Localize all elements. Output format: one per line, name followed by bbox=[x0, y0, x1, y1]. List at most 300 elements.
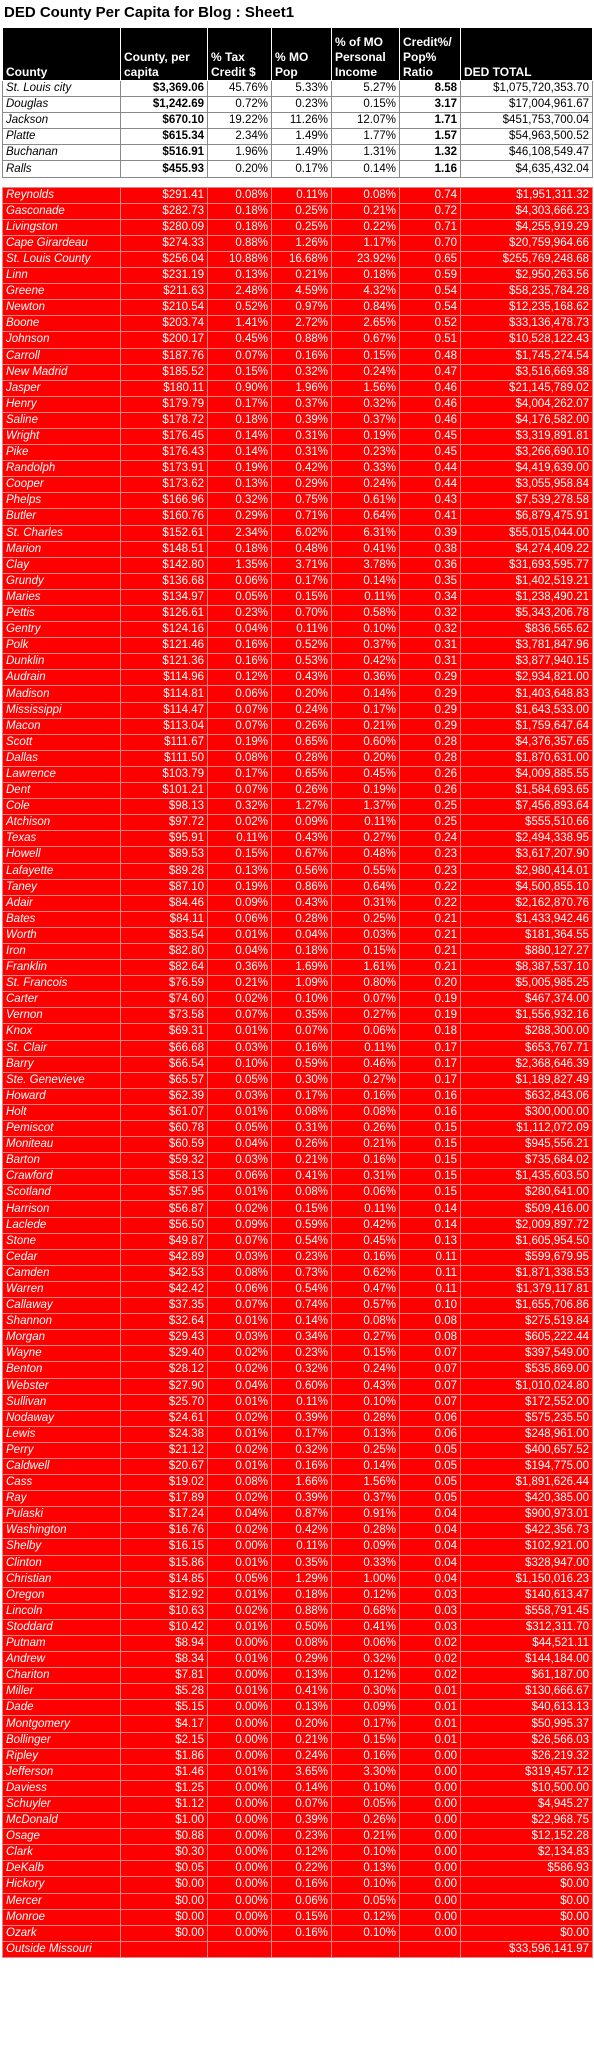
tax-credit-pct-cell[interactable]: 0.08% bbox=[208, 1265, 272, 1281]
tax-credit-pct-cell[interactable]: 0.00% bbox=[208, 1732, 272, 1748]
per-capita-cell[interactable]: $148.51 bbox=[121, 541, 208, 557]
tax-credit-pct-cell[interactable]: 0.17% bbox=[208, 766, 272, 782]
personal-income-pct-cell[interactable]: 0.64% bbox=[332, 509, 400, 525]
per-capita-cell[interactable]: $5.28 bbox=[121, 1684, 208, 1700]
ded-total-cell[interactable]: $102,921.00 bbox=[461, 1539, 593, 1555]
per-capita-cell[interactable]: $32.64 bbox=[121, 1314, 208, 1330]
county-name-cell[interactable]: Jefferson bbox=[3, 1764, 121, 1780]
ratio-cell[interactable]: 0.41 bbox=[400, 509, 461, 525]
mo-pop-pct-cell[interactable]: 0.41% bbox=[272, 1169, 332, 1185]
personal-income-pct-cell[interactable]: 0.41% bbox=[332, 1619, 400, 1635]
mo-pop-pct-cell[interactable]: 0.17% bbox=[272, 573, 332, 589]
ded-total-cell[interactable]: $3,781,847.96 bbox=[461, 638, 593, 654]
ded-total-cell[interactable]: $288,300.00 bbox=[461, 1024, 593, 1040]
tax-credit-pct-cell[interactable]: 0.13% bbox=[208, 477, 272, 493]
ratio-cell[interactable]: 0.05 bbox=[400, 1475, 461, 1491]
mo-pop-pct-cell[interactable]: 0.15% bbox=[272, 1201, 332, 1217]
ratio-cell[interactable]: 0.59 bbox=[400, 268, 461, 284]
ratio-cell[interactable]: 0.00 bbox=[400, 1925, 461, 1941]
personal-income-pct-cell[interactable]: 0.27% bbox=[332, 1330, 400, 1346]
personal-income-pct-cell[interactable]: 0.68% bbox=[332, 1603, 400, 1619]
per-capita-cell[interactable]: $211.63 bbox=[121, 284, 208, 300]
ratio-cell[interactable]: 0.74 bbox=[400, 187, 461, 203]
mo-pop-pct-cell[interactable]: 0.26% bbox=[272, 783, 332, 799]
ratio-cell[interactable]: 0.02 bbox=[400, 1636, 461, 1652]
personal-income-pct-cell[interactable]: 0.06% bbox=[332, 1185, 400, 1201]
ded-total-cell[interactable]: $1,643,533.00 bbox=[461, 702, 593, 718]
county-name-cell[interactable]: Clinton bbox=[3, 1555, 121, 1571]
personal-income-pct-cell[interactable]: 0.32% bbox=[332, 1652, 400, 1668]
personal-income-pct-cell[interactable]: 0.06% bbox=[332, 1636, 400, 1652]
ratio-cell[interactable]: 0.35 bbox=[400, 573, 461, 589]
per-capita-cell[interactable]: $83.54 bbox=[121, 927, 208, 943]
mo-pop-pct-cell[interactable]: 0.34% bbox=[272, 1330, 332, 1346]
county-name-cell[interactable]: Butler bbox=[3, 509, 121, 525]
per-capita-cell[interactable]: $280.09 bbox=[121, 219, 208, 235]
ratio-cell[interactable]: 0.17 bbox=[400, 1040, 461, 1056]
ded-total-cell[interactable]: $653,767.71 bbox=[461, 1040, 593, 1056]
ded-total-cell[interactable]: $4,500,855.10 bbox=[461, 879, 593, 895]
ratio-cell[interactable]: 0.52 bbox=[400, 316, 461, 332]
per-capita-cell[interactable]: $84.46 bbox=[121, 895, 208, 911]
tax-credit-pct-cell[interactable]: 0.36% bbox=[208, 960, 272, 976]
mo-pop-pct-cell[interactable]: 0.56% bbox=[272, 863, 332, 879]
county-name-cell[interactable]: Pike bbox=[3, 445, 121, 461]
ded-total-cell[interactable]: $26,566.03 bbox=[461, 1732, 593, 1748]
ratio-cell[interactable]: 0.01 bbox=[400, 1700, 461, 1716]
personal-income-pct-cell[interactable]: 0.23% bbox=[332, 445, 400, 461]
per-capita-cell[interactable]: $82.80 bbox=[121, 943, 208, 959]
county-name-cell[interactable]: Osage bbox=[3, 1829, 121, 1845]
tax-credit-pct-cell[interactable]: 0.01% bbox=[208, 1652, 272, 1668]
ratio-cell[interactable]: 0.01 bbox=[400, 1732, 461, 1748]
tax-credit-pct-cell[interactable]: 0.90% bbox=[208, 380, 272, 396]
column-header-ded-total[interactable]: DED TOTAL bbox=[461, 28, 593, 81]
ratio-cell[interactable]: 0.03 bbox=[400, 1587, 461, 1603]
personal-income-pct-cell[interactable]: 0.36% bbox=[332, 670, 400, 686]
county-name-cell[interactable]: Clay bbox=[3, 557, 121, 573]
tax-credit-pct-cell[interactable]: 0.02% bbox=[208, 992, 272, 1008]
ded-total-cell[interactable]: $735,684.02 bbox=[461, 1153, 593, 1169]
personal-income-pct-cell[interactable]: 1.77% bbox=[332, 129, 400, 145]
ded-total-cell[interactable]: $4,945.27 bbox=[461, 1796, 593, 1812]
tax-credit-pct-cell[interactable]: 0.06% bbox=[208, 1281, 272, 1297]
personal-income-pct-cell[interactable]: 3.30% bbox=[332, 1764, 400, 1780]
mo-pop-pct-cell[interactable]: 0.31% bbox=[272, 445, 332, 461]
county-name-cell[interactable]: Perry bbox=[3, 1442, 121, 1458]
ratio-cell[interactable]: 1.16 bbox=[400, 161, 461, 177]
ded-total-cell[interactable]: $1,605,954.50 bbox=[461, 1233, 593, 1249]
mo-pop-pct-cell[interactable]: 0.23% bbox=[272, 1829, 332, 1845]
ratio-cell[interactable]: 0.01 bbox=[400, 1716, 461, 1732]
ratio-cell[interactable]: 0.04 bbox=[400, 1539, 461, 1555]
ded-total-cell[interactable]: $1,759,647.64 bbox=[461, 718, 593, 734]
per-capita-cell[interactable]: $670.10 bbox=[121, 113, 208, 129]
personal-income-pct-cell[interactable]: 4.32% bbox=[332, 284, 400, 300]
ded-total-cell[interactable]: $2,162,870.76 bbox=[461, 895, 593, 911]
mo-pop-pct-cell[interactable]: 1.26% bbox=[272, 235, 332, 251]
personal-income-pct-cell[interactable]: 0.42% bbox=[332, 1217, 400, 1233]
county-name-cell[interactable]: Sullivan bbox=[3, 1394, 121, 1410]
mo-pop-pct-cell[interactable]: 0.39% bbox=[272, 412, 332, 428]
county-name-cell[interactable]: Chariton bbox=[3, 1668, 121, 1684]
ded-total-cell[interactable]: $2,368,646.39 bbox=[461, 1056, 593, 1072]
mo-pop-pct-cell[interactable]: 0.07% bbox=[272, 1796, 332, 1812]
tax-credit-pct-cell[interactable]: 0.00% bbox=[208, 1893, 272, 1909]
mo-pop-pct-cell[interactable]: 0.15% bbox=[272, 589, 332, 605]
ded-total-cell[interactable]: $467,374.00 bbox=[461, 992, 593, 1008]
ratio-cell[interactable]: 0.04 bbox=[400, 1555, 461, 1571]
per-capita-cell[interactable]: $60.59 bbox=[121, 1137, 208, 1153]
mo-pop-pct-cell[interactable]: 0.32% bbox=[272, 1442, 332, 1458]
county-name-cell[interactable]: Cole bbox=[3, 799, 121, 815]
mo-pop-pct-cell[interactable]: 0.20% bbox=[272, 1716, 332, 1732]
county-name-cell[interactable]: Phelps bbox=[3, 493, 121, 509]
per-capita-cell[interactable]: $56.50 bbox=[121, 1217, 208, 1233]
per-capita-cell[interactable]: $69.31 bbox=[121, 1024, 208, 1040]
personal-income-pct-cell[interactable]: 0.13% bbox=[332, 1861, 400, 1877]
ratio-cell[interactable]: 0.19 bbox=[400, 1008, 461, 1024]
tax-credit-pct-cell[interactable]: 0.19% bbox=[208, 734, 272, 750]
ded-total-cell[interactable]: $181,364.55 bbox=[461, 927, 593, 943]
tax-credit-pct-cell[interactable]: 0.12% bbox=[208, 670, 272, 686]
ded-total-cell[interactable]: $1,403,648.83 bbox=[461, 686, 593, 702]
county-name-cell[interactable]: Howell bbox=[3, 847, 121, 863]
personal-income-pct-cell[interactable]: 0.37% bbox=[332, 412, 400, 428]
tax-credit-pct-cell[interactable]: 0.03% bbox=[208, 1153, 272, 1169]
tax-credit-pct-cell[interactable]: 1.96% bbox=[208, 145, 272, 161]
per-capita-cell[interactable]: $28.12 bbox=[121, 1362, 208, 1378]
tax-credit-pct-cell[interactable]: 0.00% bbox=[208, 1748, 272, 1764]
tax-credit-pct-cell[interactable]: 0.07% bbox=[208, 1233, 272, 1249]
ded-total-cell[interactable]: $880,127.27 bbox=[461, 943, 593, 959]
per-capita-cell[interactable]: $176.43 bbox=[121, 445, 208, 461]
ratio-cell[interactable]: 0.39 bbox=[400, 525, 461, 541]
personal-income-pct-cell[interactable]: 0.48% bbox=[332, 847, 400, 863]
personal-income-pct-cell[interactable]: 0.20% bbox=[332, 750, 400, 766]
mo-pop-pct-cell[interactable] bbox=[272, 1941, 332, 1957]
per-capita-cell[interactable]: $200.17 bbox=[121, 332, 208, 348]
county-name-cell[interactable]: Johnson bbox=[3, 332, 121, 348]
tax-credit-pct-cell[interactable]: 0.06% bbox=[208, 686, 272, 702]
ded-total-cell[interactable]: $3,266,690.10 bbox=[461, 445, 593, 461]
tax-credit-pct-cell[interactable]: 0.01% bbox=[208, 1619, 272, 1635]
tax-credit-pct-cell[interactable]: 0.04% bbox=[208, 943, 272, 959]
mo-pop-pct-cell[interactable]: 0.39% bbox=[272, 1813, 332, 1829]
tax-credit-pct-cell[interactable]: 0.00% bbox=[208, 1796, 272, 1812]
county-name-cell[interactable]: Madison bbox=[3, 686, 121, 702]
personal-income-pct-cell[interactable]: 0.28% bbox=[332, 1523, 400, 1539]
mo-pop-pct-cell[interactable]: 0.48% bbox=[272, 541, 332, 557]
per-capita-cell[interactable]: $17.24 bbox=[121, 1507, 208, 1523]
county-name-cell[interactable]: Worth bbox=[3, 927, 121, 943]
per-capita-cell[interactable]: $24.38 bbox=[121, 1426, 208, 1442]
personal-income-pct-cell[interactable]: 1.31% bbox=[332, 145, 400, 161]
personal-income-pct-cell[interactable]: 0.11% bbox=[332, 1201, 400, 1217]
personal-income-pct-cell[interactable]: 0.10% bbox=[332, 1780, 400, 1796]
mo-pop-pct-cell[interactable]: 0.31% bbox=[272, 1121, 332, 1137]
tax-credit-pct-cell[interactable]: 0.14% bbox=[208, 428, 272, 444]
ratio-cell[interactable]: 0.16 bbox=[400, 1104, 461, 1120]
personal-income-pct-cell[interactable]: 0.05% bbox=[332, 1893, 400, 1909]
county-name-cell[interactable]: Wright bbox=[3, 428, 121, 444]
ded-total-cell[interactable]: $172,552.00 bbox=[461, 1394, 593, 1410]
personal-income-pct-cell[interactable]: 1.56% bbox=[332, 1475, 400, 1491]
tax-credit-pct-cell[interactable]: 0.00% bbox=[208, 1780, 272, 1796]
personal-income-pct-cell[interactable]: 0.61% bbox=[332, 493, 400, 509]
personal-income-pct-cell[interactable]: 1.37% bbox=[332, 799, 400, 815]
county-name-cell[interactable]: Camden bbox=[3, 1265, 121, 1281]
ded-total-cell[interactable]: $420,385.00 bbox=[461, 1491, 593, 1507]
ratio-cell[interactable]: 1.32 bbox=[400, 145, 461, 161]
per-capita-cell[interactable]: $114.81 bbox=[121, 686, 208, 702]
ded-total-cell[interactable]: $1,402,519.21 bbox=[461, 573, 593, 589]
mo-pop-pct-cell[interactable]: 0.39% bbox=[272, 1410, 332, 1426]
ratio-cell[interactable]: 3.17 bbox=[400, 97, 461, 113]
personal-income-pct-cell[interactable]: 0.27% bbox=[332, 831, 400, 847]
personal-income-pct-cell[interactable]: 0.27% bbox=[332, 1072, 400, 1088]
per-capita-cell[interactable]: $126.61 bbox=[121, 606, 208, 622]
tax-credit-pct-cell[interactable]: 0.05% bbox=[208, 1072, 272, 1088]
county-name-cell[interactable]: Scotland bbox=[3, 1185, 121, 1201]
ded-total-cell[interactable]: $44,521.11 bbox=[461, 1636, 593, 1652]
personal-income-pct-cell[interactable]: 1.61% bbox=[332, 960, 400, 976]
ded-total-cell[interactable]: $7,539,278.58 bbox=[461, 493, 593, 509]
per-capita-cell[interactable]: $10.63 bbox=[121, 1603, 208, 1619]
county-name-cell[interactable]: Clark bbox=[3, 1845, 121, 1861]
mo-pop-pct-cell[interactable]: 0.10% bbox=[272, 992, 332, 1008]
personal-income-pct-cell[interactable]: 1.56% bbox=[332, 380, 400, 396]
ded-total-cell[interactable]: $33,596,141.97 bbox=[461, 1941, 593, 1957]
mo-pop-pct-cell[interactable]: 0.21% bbox=[272, 1732, 332, 1748]
county-name-cell[interactable]: Newton bbox=[3, 300, 121, 316]
mo-pop-pct-cell[interactable]: 0.18% bbox=[272, 943, 332, 959]
per-capita-cell[interactable]: $98.13 bbox=[121, 799, 208, 815]
mo-pop-pct-cell[interactable]: 0.65% bbox=[272, 766, 332, 782]
ded-total-cell[interactable]: $1,556,932.16 bbox=[461, 1008, 593, 1024]
personal-income-pct-cell[interactable]: 0.12% bbox=[332, 1668, 400, 1684]
per-capita-cell[interactable]: $57.95 bbox=[121, 1185, 208, 1201]
tax-credit-pct-cell[interactable]: 0.02% bbox=[208, 1523, 272, 1539]
ratio-cell[interactable]: 0.26 bbox=[400, 766, 461, 782]
tax-credit-pct-cell[interactable]: 0.01% bbox=[208, 1185, 272, 1201]
tax-credit-pct-cell[interactable]: 0.02% bbox=[208, 1362, 272, 1378]
ratio-cell[interactable]: 0.07 bbox=[400, 1394, 461, 1410]
tax-credit-pct-cell[interactable]: 0.00% bbox=[208, 1829, 272, 1845]
per-capita-cell[interactable]: $3,369.06 bbox=[121, 81, 208, 97]
personal-income-pct-cell[interactable]: 0.11% bbox=[332, 589, 400, 605]
per-capita-cell[interactable]: $62.39 bbox=[121, 1088, 208, 1104]
personal-income-pct-cell[interactable]: 0.14% bbox=[332, 161, 400, 177]
per-capita-cell[interactable]: $101.21 bbox=[121, 783, 208, 799]
ratio-cell[interactable]: 0.07 bbox=[400, 1346, 461, 1362]
ratio-cell[interactable]: 0.36 bbox=[400, 557, 461, 573]
ded-total-cell[interactable]: $4,009,885.55 bbox=[461, 766, 593, 782]
per-capita-cell[interactable]: $25.70 bbox=[121, 1394, 208, 1410]
mo-pop-pct-cell[interactable]: 0.54% bbox=[272, 1281, 332, 1297]
tax-credit-pct-cell[interactable]: 0.05% bbox=[208, 589, 272, 605]
personal-income-pct-cell[interactable]: 0.09% bbox=[332, 1700, 400, 1716]
county-name-cell[interactable]: Carter bbox=[3, 992, 121, 1008]
ratio-cell[interactable]: 0.05 bbox=[400, 1442, 461, 1458]
county-name-cell[interactable]: Wayne bbox=[3, 1346, 121, 1362]
personal-income-pct-cell[interactable]: 0.45% bbox=[332, 766, 400, 782]
county-name-cell[interactable]: Ripley bbox=[3, 1748, 121, 1764]
ded-total-cell[interactable]: $275,519.84 bbox=[461, 1314, 593, 1330]
mo-pop-pct-cell[interactable]: 0.14% bbox=[272, 1780, 332, 1796]
county-name-cell[interactable]: Miller bbox=[3, 1684, 121, 1700]
per-capita-cell[interactable]: $185.52 bbox=[121, 364, 208, 380]
ratio-cell[interactable]: 0.23 bbox=[400, 847, 461, 863]
mo-pop-pct-cell[interactable]: 0.86% bbox=[272, 879, 332, 895]
tax-credit-pct-cell[interactable]: 0.01% bbox=[208, 1587, 272, 1603]
mo-pop-pct-cell[interactable]: 0.23% bbox=[272, 1249, 332, 1265]
ded-total-cell[interactable]: $1,238,490.21 bbox=[461, 589, 593, 605]
ded-total-cell[interactable]: $7,456,893.64 bbox=[461, 799, 593, 815]
personal-income-pct-cell[interactable]: 0.47% bbox=[332, 1281, 400, 1297]
mo-pop-pct-cell[interactable]: 0.21% bbox=[272, 268, 332, 284]
ratio-cell[interactable]: 0.16 bbox=[400, 1088, 461, 1104]
ratio-cell[interactable]: 0.03 bbox=[400, 1619, 461, 1635]
mo-pop-pct-cell[interactable]: 0.11% bbox=[272, 187, 332, 203]
personal-income-pct-cell[interactable]: 0.16% bbox=[332, 1748, 400, 1764]
county-name-cell[interactable]: Warren bbox=[3, 1281, 121, 1297]
ded-total-cell[interactable]: $945,556.21 bbox=[461, 1137, 593, 1153]
mo-pop-pct-cell[interactable]: 0.26% bbox=[272, 718, 332, 734]
county-name-cell[interactable]: Vernon bbox=[3, 1008, 121, 1024]
tax-credit-pct-cell[interactable]: 0.15% bbox=[208, 847, 272, 863]
ratio-cell[interactable]: 0.14 bbox=[400, 1217, 461, 1233]
ded-total-cell[interactable]: $509,416.00 bbox=[461, 1201, 593, 1217]
per-capita-cell[interactable]: $210.54 bbox=[121, 300, 208, 316]
ded-total-cell[interactable]: $328,947.00 bbox=[461, 1555, 593, 1571]
mo-pop-pct-cell[interactable]: 0.70% bbox=[272, 606, 332, 622]
per-capita-cell[interactable]: $455.93 bbox=[121, 161, 208, 177]
ratio-cell[interactable]: 0.65 bbox=[400, 251, 461, 267]
mo-pop-pct-cell[interactable]: 0.18% bbox=[272, 1587, 332, 1603]
ratio-cell[interactable]: 0.15 bbox=[400, 1121, 461, 1137]
per-capita-cell[interactable]: $121.46 bbox=[121, 638, 208, 654]
per-capita-cell[interactable]: $231.19 bbox=[121, 268, 208, 284]
ded-total-cell[interactable]: $2,950,263.56 bbox=[461, 268, 593, 284]
per-capita-cell[interactable]: $0.00 bbox=[121, 1909, 208, 1925]
ratio-cell[interactable]: 0.07 bbox=[400, 1362, 461, 1378]
county-name-cell[interactable]: Hickory bbox=[3, 1877, 121, 1893]
ratio-cell[interactable]: 0.31 bbox=[400, 654, 461, 670]
personal-income-pct-cell[interactable]: 0.11% bbox=[332, 815, 400, 831]
tax-credit-pct-cell[interactable]: 0.01% bbox=[208, 1764, 272, 1780]
county-name-cell[interactable]: Benton bbox=[3, 1362, 121, 1378]
mo-pop-pct-cell[interactable]: 0.11% bbox=[272, 1539, 332, 1555]
mo-pop-pct-cell[interactable]: 0.60% bbox=[272, 1378, 332, 1394]
tax-credit-pct-cell[interactable]: 0.32% bbox=[208, 493, 272, 509]
ratio-cell[interactable]: 0.01 bbox=[400, 1684, 461, 1700]
ded-total-cell[interactable]: $0.00 bbox=[461, 1877, 593, 1893]
tax-credit-pct-cell[interactable]: 0.11% bbox=[208, 831, 272, 847]
mo-pop-pct-cell[interactable]: 0.88% bbox=[272, 332, 332, 348]
county-name-cell[interactable]: St. Francois bbox=[3, 976, 121, 992]
tax-credit-pct-cell[interactable]: 0.21% bbox=[208, 976, 272, 992]
ratio-cell[interactable]: 0.46 bbox=[400, 396, 461, 412]
mo-pop-pct-cell[interactable]: 0.29% bbox=[272, 477, 332, 493]
county-name-cell[interactable]: Oregon bbox=[3, 1587, 121, 1603]
mo-pop-pct-cell[interactable]: 0.28% bbox=[272, 911, 332, 927]
per-capita-cell[interactable]: $0.88 bbox=[121, 1829, 208, 1845]
per-capita-cell[interactable]: $82.64 bbox=[121, 960, 208, 976]
ded-total-cell[interactable]: $1,891,626.44 bbox=[461, 1475, 593, 1491]
ratio-cell[interactable]: 0.29 bbox=[400, 718, 461, 734]
per-capita-cell[interactable]: $114.47 bbox=[121, 702, 208, 718]
mo-pop-pct-cell[interactable]: 0.24% bbox=[272, 1748, 332, 1764]
tax-credit-pct-cell[interactable]: 0.04% bbox=[208, 1507, 272, 1523]
tax-credit-pct-cell[interactable]: 1.35% bbox=[208, 557, 272, 573]
county-name-cell[interactable]: Polk bbox=[3, 638, 121, 654]
personal-income-pct-cell[interactable]: 0.15% bbox=[332, 97, 400, 113]
tax-credit-pct-cell[interactable]: 0.03% bbox=[208, 1249, 272, 1265]
ratio-cell[interactable]: 0.04 bbox=[400, 1571, 461, 1587]
ded-total-cell[interactable]: $451,753,700.04 bbox=[461, 113, 593, 129]
ratio-cell[interactable]: 0.71 bbox=[400, 219, 461, 235]
county-name-cell[interactable]: Webster bbox=[3, 1378, 121, 1394]
ded-total-cell[interactable]: $836,565.62 bbox=[461, 622, 593, 638]
mo-pop-pct-cell[interactable]: 0.24% bbox=[272, 702, 332, 718]
tax-credit-pct-cell[interactable]: 0.01% bbox=[208, 1458, 272, 1474]
tax-credit-pct-cell[interactable]: 0.07% bbox=[208, 1008, 272, 1024]
ded-total-cell[interactable]: $1,075,720,353.70 bbox=[461, 81, 593, 97]
personal-income-pct-cell[interactable]: 1.00% bbox=[332, 1571, 400, 1587]
county-name-cell[interactable]: Linn bbox=[3, 268, 121, 284]
ratio-cell[interactable]: 0.15 bbox=[400, 1169, 461, 1185]
per-capita-cell[interactable]: $179.79 bbox=[121, 396, 208, 412]
mo-pop-pct-cell[interactable]: 0.23% bbox=[272, 97, 332, 113]
ded-total-cell[interactable]: $1,655,706.86 bbox=[461, 1298, 593, 1314]
tax-credit-pct-cell[interactable]: 0.01% bbox=[208, 927, 272, 943]
per-capita-cell[interactable]: $8.94 bbox=[121, 1636, 208, 1652]
county-name-cell[interactable]: Callaway bbox=[3, 1298, 121, 1314]
personal-income-pct-cell[interactable]: 0.05% bbox=[332, 1796, 400, 1812]
tax-credit-pct-cell[interactable]: 0.00% bbox=[208, 1925, 272, 1941]
personal-income-pct-cell[interactable]: 0.17% bbox=[332, 702, 400, 718]
mo-pop-pct-cell[interactable]: 0.88% bbox=[272, 1603, 332, 1619]
per-capita-cell[interactable]: $173.62 bbox=[121, 477, 208, 493]
personal-income-pct-cell[interactable]: 0.17% bbox=[332, 1716, 400, 1732]
tax-credit-pct-cell[interactable]: 0.03% bbox=[208, 1330, 272, 1346]
personal-income-pct-cell[interactable]: 0.58% bbox=[332, 606, 400, 622]
county-name-cell[interactable]: Taney bbox=[3, 879, 121, 895]
personal-income-pct-cell[interactable]: 0.33% bbox=[332, 1555, 400, 1571]
mo-pop-pct-cell[interactable]: 1.29% bbox=[272, 1571, 332, 1587]
per-capita-cell[interactable]: $19.02 bbox=[121, 1475, 208, 1491]
personal-income-pct-cell[interactable]: 1.17% bbox=[332, 235, 400, 251]
personal-income-pct-cell[interactable]: 6.31% bbox=[332, 525, 400, 541]
tax-credit-pct-cell[interactable]: 0.72% bbox=[208, 97, 272, 113]
tax-credit-pct-cell[interactable]: 0.18% bbox=[208, 412, 272, 428]
ratio-cell[interactable]: 0.46 bbox=[400, 412, 461, 428]
personal-income-pct-cell[interactable]: 0.14% bbox=[332, 1458, 400, 1474]
mo-pop-pct-cell[interactable]: 0.30% bbox=[272, 1072, 332, 1088]
per-capita-cell[interactable]: $1.00 bbox=[121, 1813, 208, 1829]
tax-credit-pct-cell[interactable]: 0.02% bbox=[208, 1201, 272, 1217]
county-name-cell[interactable]: Ray bbox=[3, 1491, 121, 1507]
ratio-cell[interactable] bbox=[400, 1941, 461, 1957]
per-capita-cell[interactable]: $29.40 bbox=[121, 1346, 208, 1362]
ded-total-cell[interactable]: $2,134.83 bbox=[461, 1845, 593, 1861]
per-capita-cell[interactable]: $1.25 bbox=[121, 1780, 208, 1796]
ratio-cell[interactable]: 0.02 bbox=[400, 1652, 461, 1668]
mo-pop-pct-cell[interactable]: 0.04% bbox=[272, 927, 332, 943]
ded-total-cell[interactable]: $12,235,168.62 bbox=[461, 300, 593, 316]
per-capita-cell[interactable]: $24.61 bbox=[121, 1410, 208, 1426]
